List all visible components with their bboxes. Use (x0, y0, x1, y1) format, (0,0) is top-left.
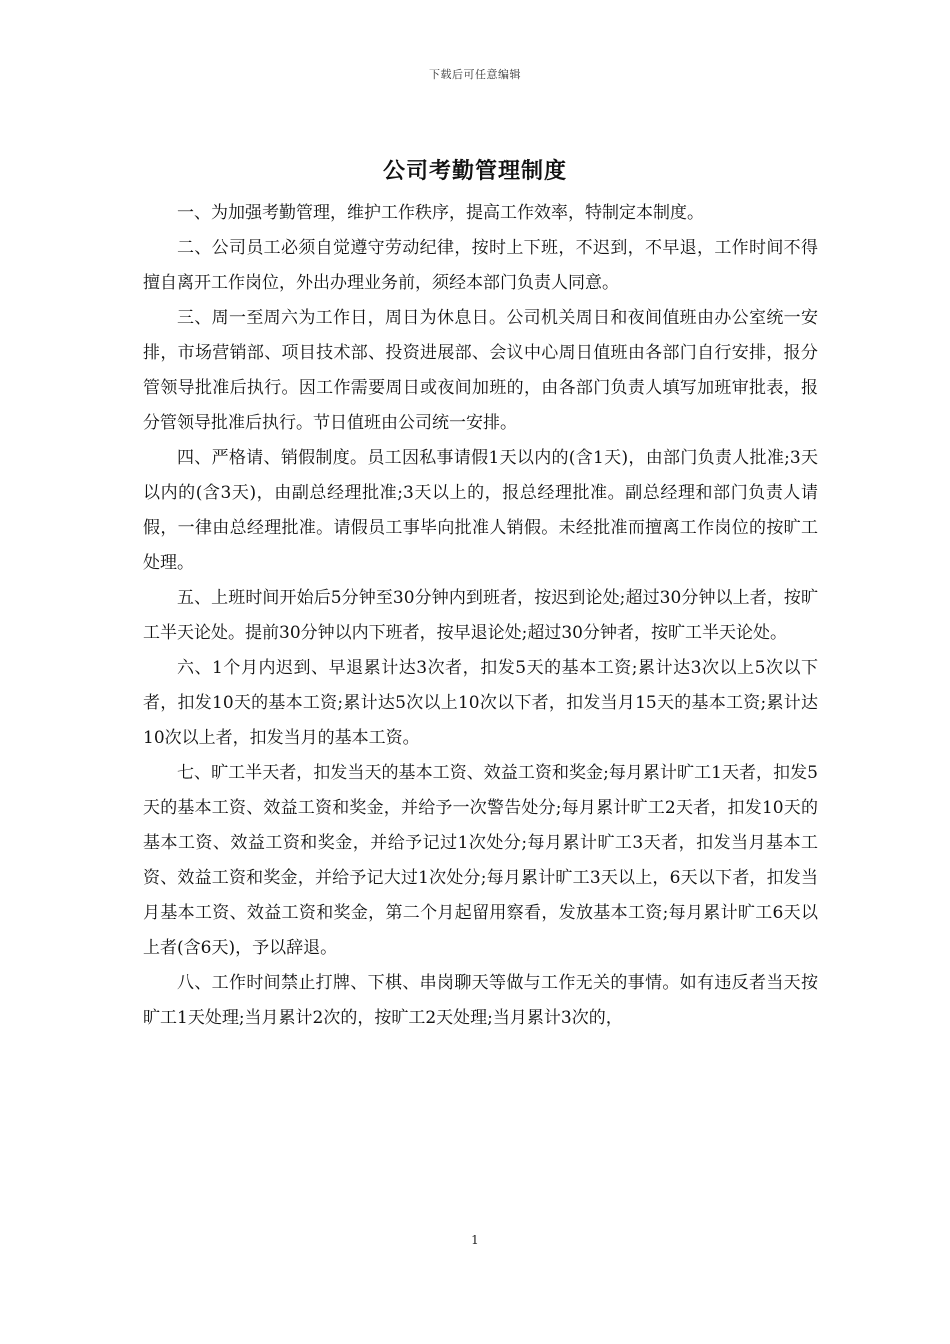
header-note: 下载后可任意编辑 (429, 68, 521, 81)
paragraph-7: 七、旷工半天者，扣发当天的基本工资、效益工资和奖金;每月累计旷工1天者，扣发5天的基本工资、效益工资和奖金，并给予一次警告处分;每月累计旷工2天者，扣发10天的基本工资、效益工资和奖金，并给予记过1次处分;每月累计旷工3天者，扣发当月基本工资、效益工资和奖金，并给予记大过1次处分;每月累计旷工3天以上，6天以下者，扣发当月基本工资、效益工资和奖金，第二个月起留用察看，发放基本工资;每月累计旷工6天以上者(含6天)，予以辞退。 (143, 763, 818, 958)
paragraph-8: 八、工作时间禁止打牌、下棋、串岗聊天等做与工作无关的事情。如有违反者当天按旷工1天处理;当月累计2次的，按旷工2天处理;当月累计3次的， (143, 973, 818, 1028)
paragraph-2: 二、公司员工必须自觉遵守劳动纪律，按时上下班，不迟到，不早退，工作时间不得擅自离开工作岗位，外出办理业务前，须经本部门负责人同意。 (143, 238, 818, 293)
paragraph-1: 一、为加强考勤管理，维护工作秩序，提高工作效率，特制定本制度。 (177, 203, 704, 223)
paragraph-6: 六、1个月内迟到、早退累计达3次者，扣发5天的基本工资;累计达3次以上5次以下者，扣发10天的基本工资;累计达5次以上10次以下者，扣发当月15天的基本工资;累计达10次以上者，扣发当月的基本工资。 (143, 658, 818, 748)
paragraph-3: 三、周一至周六为工作日，周日为休息日。公司机关周日和夜间值班由办公室统一安排，市场营销部、项目技术部、投资进展部、会议中心周日值班由各部门自行安排，报分管领导批准后执行。因工作需要周日或夜间加班的，由各部门负责人填写加班审批表，报分管领导批准后执行。节日值班由公司统一安排。 (143, 308, 818, 433)
page-number: 1 (471, 1233, 479, 1247)
page-title: 公司考勤管理制度 (382, 158, 567, 184)
document-body (143, 196, 818, 1036)
paragraph-4: 四、严格请、销假制度。员工因私事请假1天以内的(含1天)，由部门负责人批准;3天以内的(含3天)，由副总经理批准;3天以上的，报总经理批准。副总经理和部门负责人请假，一律由总经理批准。请假员工事毕向批准人销假。未经批准而擅离工作岗位的按旷工处理。 (143, 448, 818, 573)
paragraph-5: 五、上班时间开始后5分钟至30分钟内到班者，按迟到论处;超过30分钟以上者，按旷工半天论处。提前30分钟以内下班者，按早退论处;超过30分钟者，按旷工半天论处。 (143, 588, 818, 643)
